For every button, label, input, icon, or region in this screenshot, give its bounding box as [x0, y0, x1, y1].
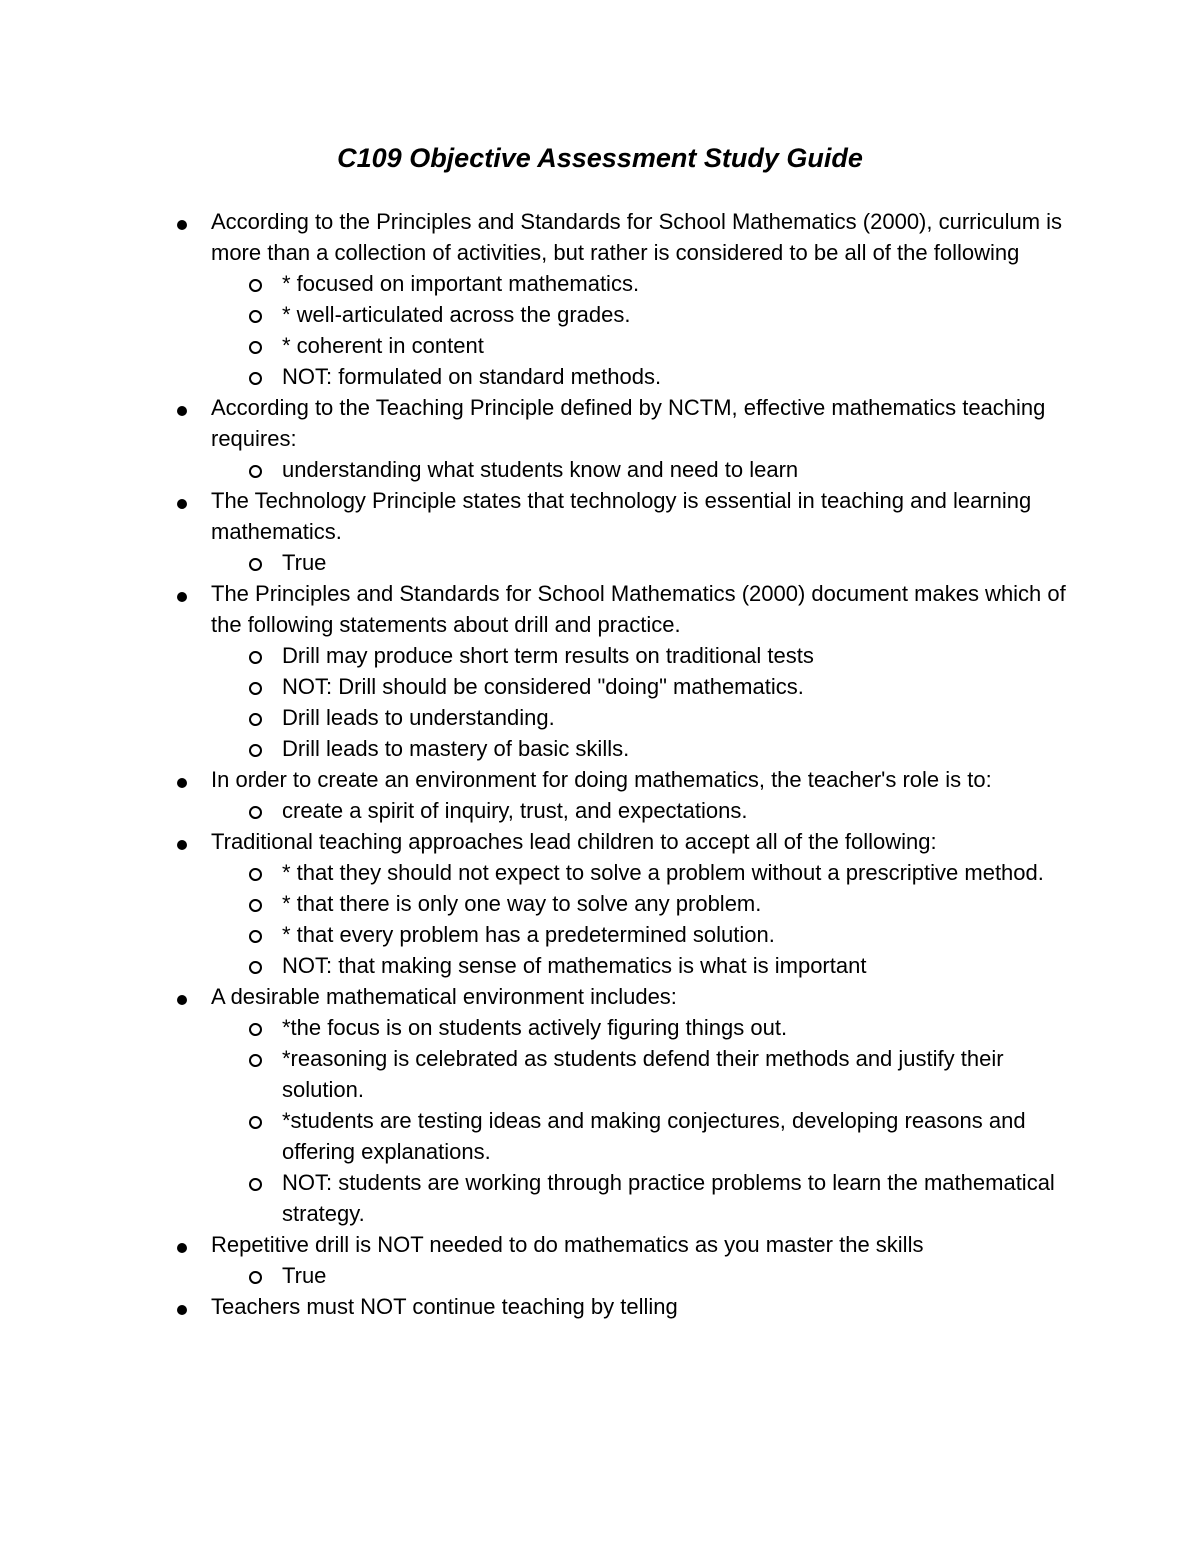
answer-item [211, 361, 1066, 392]
answer-text: True [282, 550, 327, 575]
answer-list [211, 1260, 1066, 1291]
answer-item [211, 1260, 1066, 1291]
list-item [0, 578, 1066, 764]
answer-text: *students are testing ideas and making conjectures, developing reasons and offering explanations. [282, 1108, 1026, 1164]
answer-list [211, 795, 1066, 826]
answer-item [211, 888, 1066, 919]
question-text: Teachers must NOT continue teaching by telling [211, 1294, 678, 1319]
answer-text: NOT: Drill should be considered "doing" mathematics. [282, 674, 804, 699]
list-item [0, 826, 1066, 981]
question-text: Repetitive drill is NOT needed to do mathematics as you master the skills [211, 1232, 924, 1257]
bullet-circle-icon [249, 1116, 262, 1129]
list-item [0, 1291, 1066, 1322]
bullet-circle-icon [249, 806, 262, 819]
answer-list [211, 547, 1066, 578]
answer-item [211, 950, 1066, 981]
question-text: According to the Teaching Principle defined by NCTM, effective mathematics teaching requires: [211, 395, 1046, 451]
list-item [0, 206, 1066, 392]
bullet-circle-icon [249, 868, 262, 881]
bullet-dot-icon [177, 1243, 187, 1253]
bullet-circle-icon [249, 682, 262, 695]
question-text: A desirable mathematical environment includes: [211, 984, 677, 1009]
answer-text: * well-articulated across the grades. [282, 302, 631, 327]
bullet-dot-icon [177, 220, 187, 230]
bullet-dot-icon [177, 499, 187, 509]
bullet-circle-icon [249, 899, 262, 912]
question-text: According to the Principles and Standards for School Mathematics (2000), curriculum is more than a collection of activities, but rather is considered to be all of the following [211, 209, 1063, 265]
answer-text: *reasoning is celebrated as students defend their methods and justify their solution. [282, 1046, 1004, 1102]
answer-item [211, 1167, 1066, 1229]
answer-item [211, 733, 1066, 764]
answer-text: NOT: students are working through practice problems to learn the mathematical strategy. [282, 1170, 1055, 1226]
answer-item [211, 702, 1066, 733]
bullet-circle-icon [249, 279, 262, 292]
answer-item [211, 919, 1066, 950]
bullet-circle-icon [249, 1054, 262, 1067]
answer-text: understanding what students know and need to learn [282, 457, 799, 482]
answer-item [211, 795, 1066, 826]
answer-item [211, 1012, 1066, 1043]
question-list [0, 206, 1200, 1322]
bullet-circle-icon [249, 651, 262, 664]
bullet-circle-icon [249, 1271, 262, 1284]
answer-item [211, 640, 1066, 671]
bullet-dot-icon [177, 995, 187, 1005]
answer-text: * that they should not expect to solve a problem without a prescriptive method. [282, 860, 1044, 885]
answer-text: * that there is only one way to solve any problem. [282, 891, 762, 916]
question-text: In order to create an environment for doing mathematics, the teacher's role is to: [211, 767, 992, 792]
answer-item [211, 671, 1066, 702]
list-item [0, 981, 1066, 1229]
answer-item [211, 857, 1066, 888]
answer-text: True [282, 1263, 327, 1288]
answer-list [211, 268, 1066, 392]
bullet-dot-icon [177, 406, 187, 416]
study-guide-content [0, 206, 1200, 1322]
bullet-circle-icon [249, 1023, 262, 1036]
bullet-circle-icon [249, 1178, 262, 1191]
answer-text: * focused on important mathematics. [282, 271, 640, 296]
answer-text: Drill leads to mastery of basic skills. [282, 736, 630, 761]
answer-item [211, 299, 1066, 330]
answer-item [211, 547, 1066, 578]
answer-text: NOT: formulated on standard methods. [282, 364, 662, 389]
answer-text: NOT: that making sense of mathematics is what is important [282, 953, 867, 978]
bullet-circle-icon [249, 558, 262, 571]
question-text: The Technology Principle states that technology is essential in teaching and learning mathematics. [211, 488, 1032, 544]
bullet-circle-icon [249, 961, 262, 974]
bullet-dot-icon [177, 840, 187, 850]
answer-item [211, 268, 1066, 299]
answer-list [211, 640, 1066, 764]
bullet-circle-icon [249, 744, 262, 757]
page-title: C109 Objective Assessment Study Guide [337, 143, 863, 173]
list-item [0, 392, 1066, 485]
answer-text: create a spirit of inquiry, trust, and expectations. [282, 798, 748, 823]
answer-list [211, 454, 1066, 485]
bullet-circle-icon [249, 930, 262, 943]
answer-text: Drill leads to understanding. [282, 705, 555, 730]
bullet-circle-icon [249, 713, 262, 726]
list-item [0, 485, 1066, 578]
answer-item [211, 1105, 1066, 1167]
answer-item [211, 1043, 1066, 1105]
bullet-dot-icon [177, 592, 187, 602]
answer-item [211, 330, 1066, 361]
bullet-circle-icon [249, 465, 262, 478]
list-item [0, 1229, 1066, 1291]
bullet-dot-icon [177, 1305, 187, 1315]
bullet-circle-icon [249, 372, 262, 385]
answer-text: * coherent in content [282, 333, 484, 358]
answer-text: * that every problem has a predetermined solution. [282, 922, 775, 947]
question-text: Traditional teaching approaches lead children to accept all of the following: [211, 829, 937, 854]
bullet-circle-icon [249, 341, 262, 354]
answer-text: *the focus is on students actively figuring things out. [282, 1015, 788, 1040]
list-item [0, 764, 1066, 826]
bullet-circle-icon [249, 310, 262, 323]
answer-list [211, 857, 1066, 981]
answer-item [211, 454, 1066, 485]
answer-text: Drill may produce short term results on traditional tests [282, 643, 814, 668]
bullet-dot-icon [177, 778, 187, 788]
answer-list [211, 1012, 1066, 1229]
question-text: The Principles and Standards for School Mathematics (2000) document makes which of the following statements about drill and practice. [211, 581, 1066, 637]
